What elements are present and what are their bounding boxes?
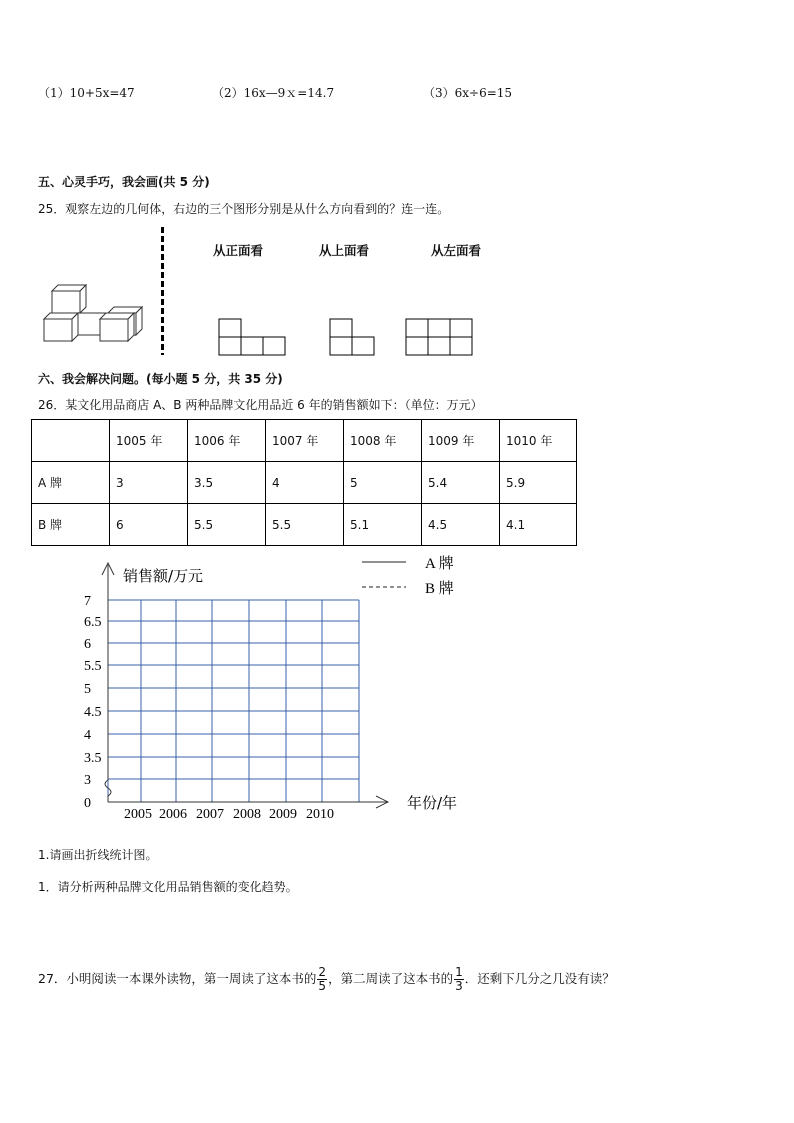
question-27 — [38, 966, 615, 993]
q27-text-1: 27．小明阅读一本课外读物，第一周读了这本书的 — [38, 971, 317, 986]
table-header-cell: 1007 年 — [266, 420, 344, 462]
q27-text-3: ．还剩下几分之几没有读？ — [464, 971, 615, 986]
y-tick-label: 4 — [84, 728, 91, 743]
table-cell: 5.5 — [266, 504, 344, 546]
table-header-cell: 1005 年 — [110, 420, 188, 462]
y-tick-label: 6.5 — [84, 615, 102, 630]
y-tick-label: 5.5 — [84, 659, 102, 674]
fraction-numerator: 2 — [318, 965, 327, 979]
y-axis-label: 销售额/万元 — [123, 567, 204, 585]
y-tick-label: 3.5 — [84, 751, 102, 766]
x-tick-label: 2008 — [233, 807, 261, 822]
table-cell: 5.5 — [188, 504, 266, 546]
question-25: 25．观察左边的几何体，右边的三个图形分别是从什么方向看到的？连一连。 — [38, 202, 450, 216]
equation-1: （1）10+5x=47 — [38, 86, 135, 100]
table-cell: 5.1 — [344, 504, 422, 546]
x-tick-label: 2010 — [306, 807, 334, 822]
table-cell: 4.5 — [422, 504, 500, 546]
q27-text-2: ，第二周读了这本书的 — [328, 971, 454, 986]
table-cell: B 牌 — [32, 504, 110, 546]
x-axis-label: 年份/年 — [407, 794, 458, 812]
table-header-cell: 1008 年 — [344, 420, 422, 462]
table-header-cell: 1010 年 — [500, 420, 577, 462]
sub-question-1: 1.请画出折线统计图。 — [38, 848, 158, 862]
table-cell: 3.5 — [188, 462, 266, 504]
table-cell: 5.9 — [500, 462, 577, 504]
fraction-denominator: 3 — [455, 979, 463, 993]
fraction-denominator: 5 — [318, 979, 327, 993]
table-header-cell: 1006 年 — [188, 420, 266, 462]
fraction-2-5 — [317, 966, 327, 993]
x-tick-label: 2005 — [124, 807, 152, 822]
y-tick-label: 5 — [84, 682, 91, 697]
table-cell: 4 — [266, 462, 344, 504]
y-tick-label: 4.5 — [84, 705, 102, 720]
equation-2: （2）16x—9ｘ=14.7 — [212, 86, 335, 100]
view-label-top: 从上面看 — [319, 243, 370, 258]
fraction-1-3 — [454, 966, 464, 993]
section-5-title: 五、心灵手巧，我会画(共 5 分) — [38, 175, 210, 189]
table-cell: 6 — [110, 504, 188, 546]
question-26: 26．某文化用品商店 A、B 两种品牌文化用品近 6 年的销售额如下：（单位：万元） — [38, 398, 483, 412]
table-cell: 5 — [344, 462, 422, 504]
section-6-title: 六、我会解决问题。(每小题 5 分，共 35 分) — [38, 372, 283, 386]
x-tick-label: 2006 — [159, 807, 187, 822]
table-cell: A 牌 — [32, 462, 110, 504]
y-tick-label: 6 — [84, 637, 91, 652]
legend-label-b: B 牌 — [425, 581, 454, 597]
y-tick-label: 0 — [84, 796, 91, 811]
table-cell: 4.1 — [500, 504, 577, 546]
x-tick-label: 2009 — [269, 807, 297, 822]
table-header-cell: 1009 年 — [422, 420, 500, 462]
y-tick-label: 3 — [84, 773, 91, 788]
legend-label-a: A 牌 — [425, 556, 454, 572]
table-cell: 3 — [110, 462, 188, 504]
equation-3: （3）6x÷6=15 — [423, 86, 513, 100]
fraction-numerator: 1 — [455, 965, 463, 979]
sub-question-2: 1．请分析两种品牌文化用品销售额的变化趋势。 — [38, 880, 298, 894]
y-tick-label: 7 — [84, 594, 91, 609]
view-label-front: 从正面看 — [213, 243, 264, 258]
table-cell: 5.4 — [422, 462, 500, 504]
view-label-left: 从左面看 — [431, 243, 482, 258]
x-tick-label: 2007 — [196, 807, 224, 822]
